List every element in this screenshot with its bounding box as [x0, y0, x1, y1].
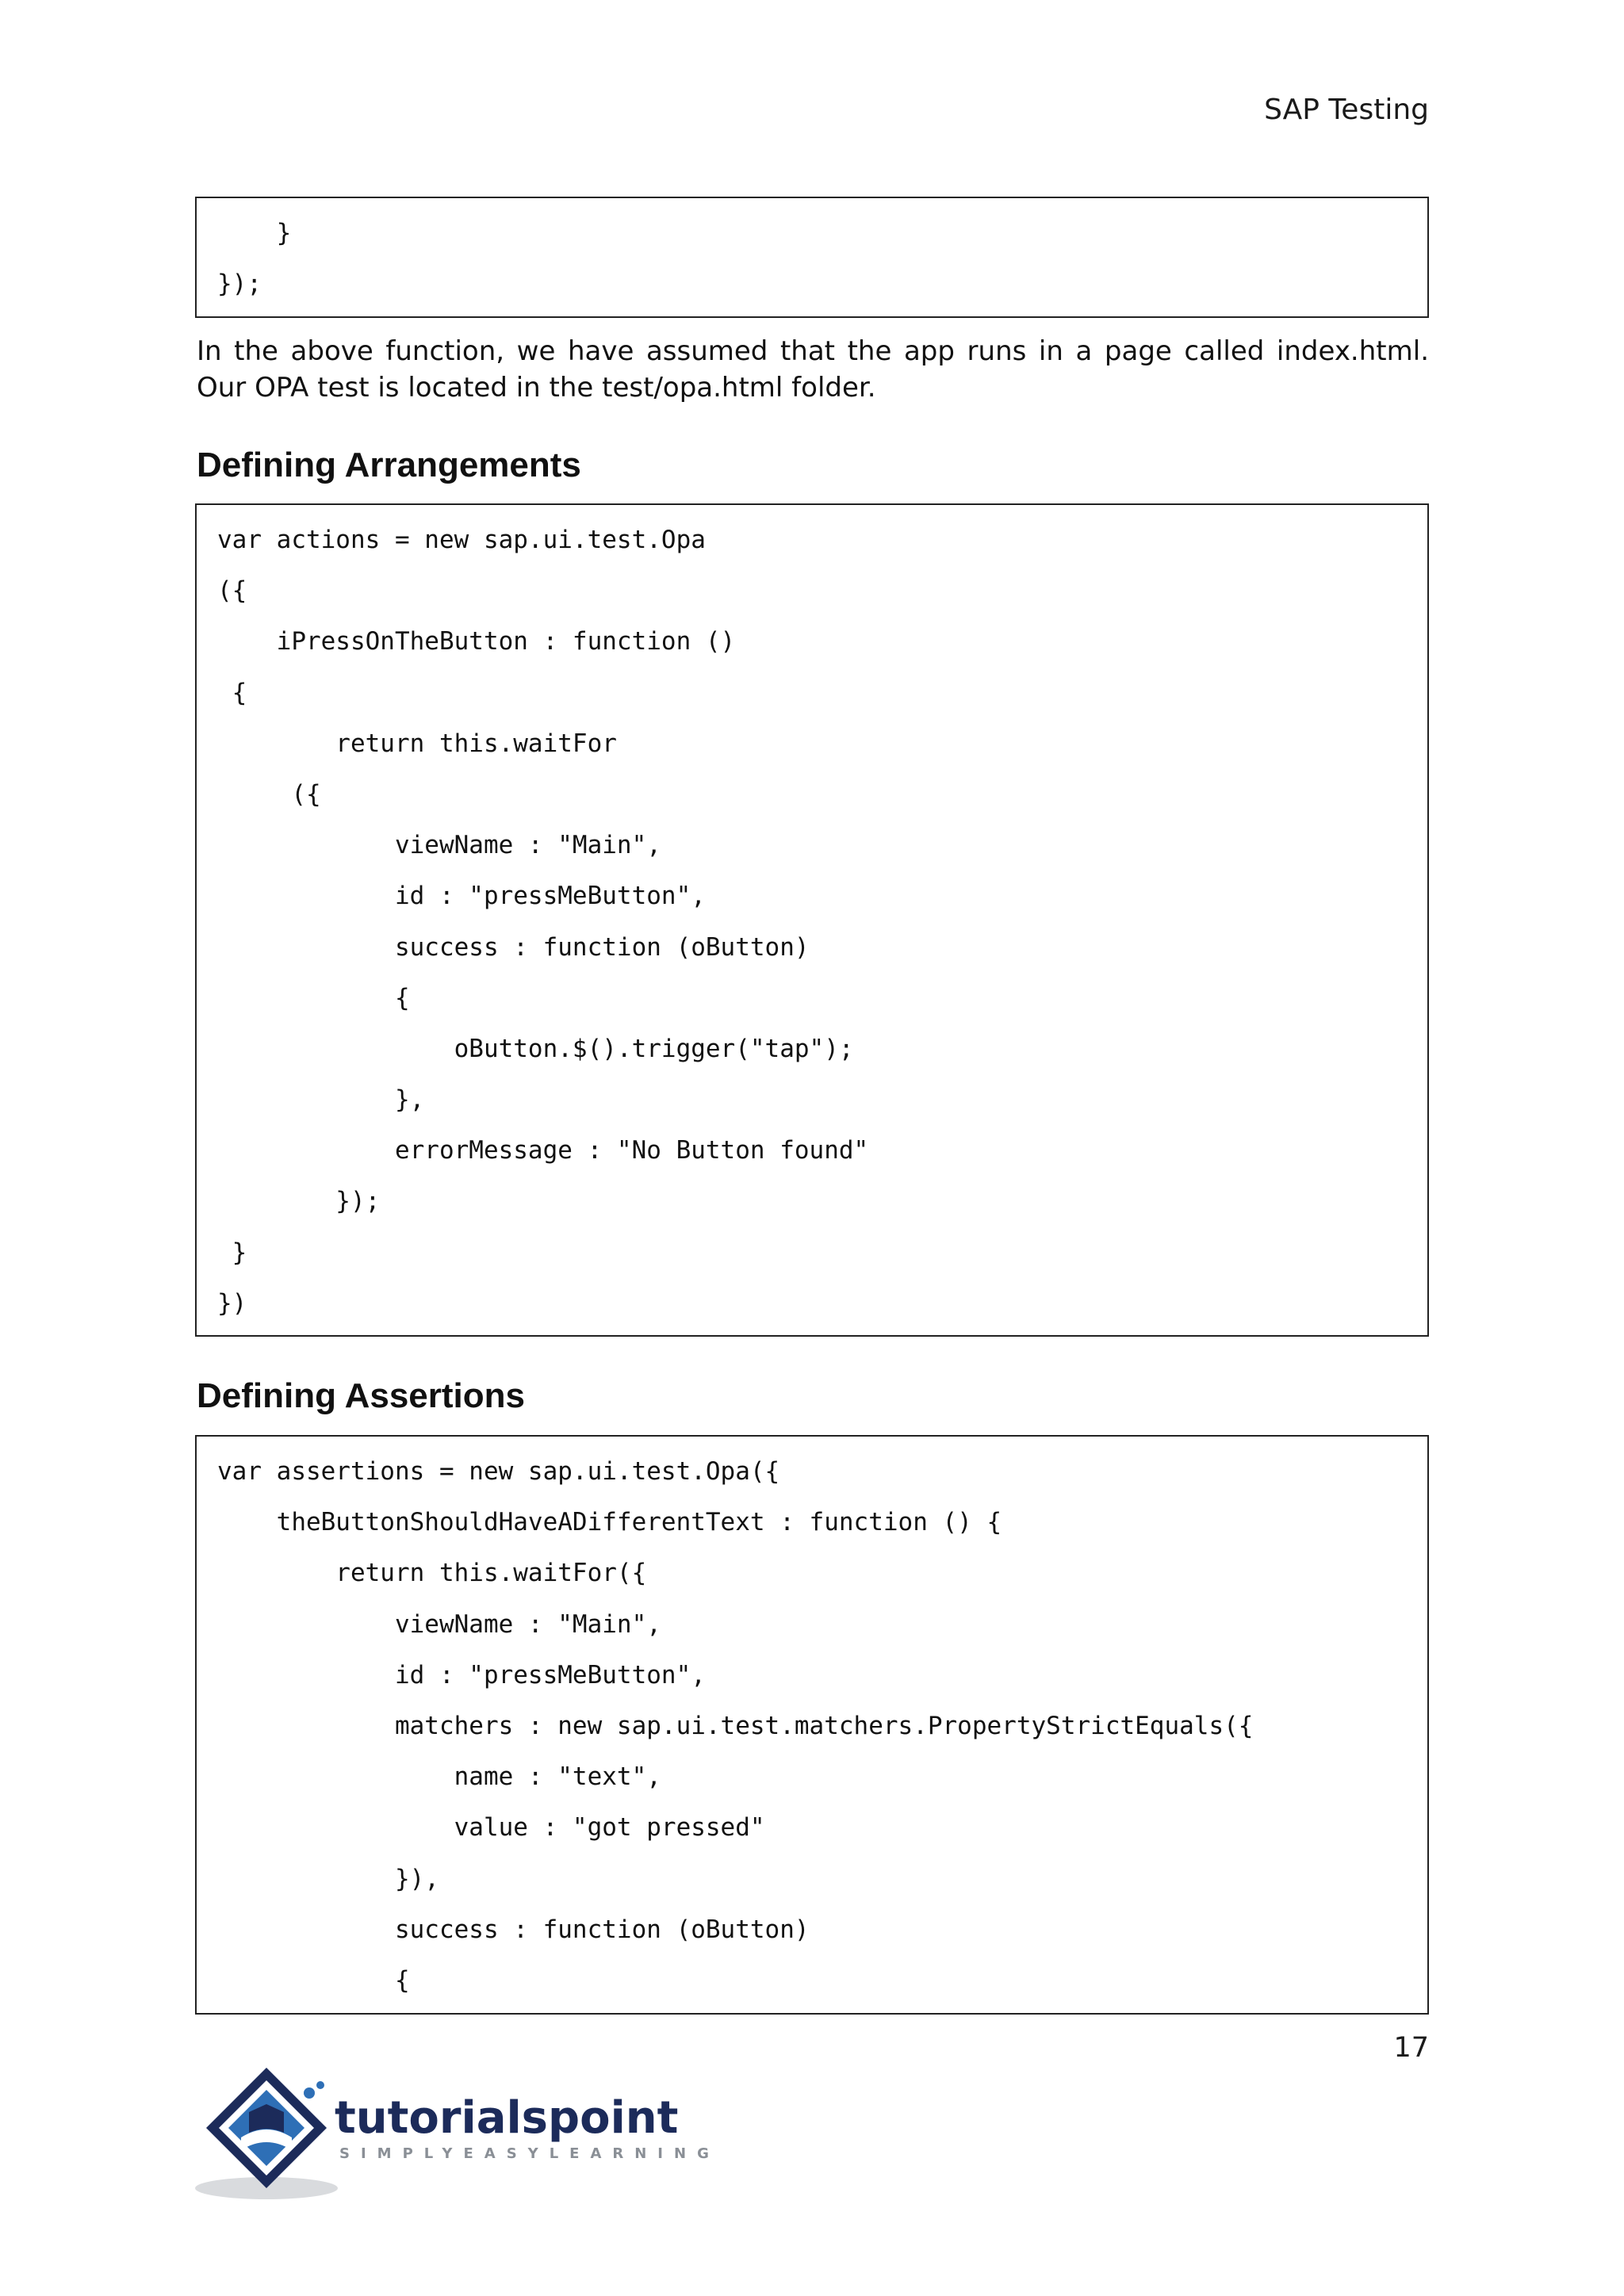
assertions-code-line: theButtonShouldHaveADifferentText : function () { — [217, 1508, 1002, 1537]
arrangements-code-line: id : "pressMeButton", — [217, 882, 706, 911]
arrangements-code-line: { — [217, 983, 410, 1012]
arrangements-code-line: var actions = new sap.ui.test.Opa — [217, 526, 706, 554]
assertions-code-line: viewName : "Main", — [217, 1609, 661, 1639]
assertions-code-line: matchers : new sap.ui.test.matchers.PropertyStrictEquals({ — [217, 1711, 1254, 1740]
arrangements-code-line: { — [217, 678, 247, 707]
tutorialspoint-logo — [193, 2061, 720, 2204]
arrangements-code-line: }); — [217, 1187, 381, 1216]
arrangements-code-line: success : function (oButton) — [217, 932, 810, 962]
code-block-arrangements — [195, 503, 1429, 1337]
arrangements-code-line: }, — [217, 1085, 425, 1115]
assertions-code-line: var assertions = new sap.ui.test.Opa({ — [217, 1457, 780, 1486]
arrangements-code-line: } — [217, 1238, 247, 1267]
assertions-code-line: name : "text", — [217, 1762, 661, 1792]
assertions-code-line: return this.waitFor({ — [217, 1559, 647, 1588]
arrangements-code-line: oButton.$().trigger("tap"); — [217, 1034, 854, 1063]
continuation-code-line: }); — [217, 270, 262, 299]
page-header-title: SAP Testing — [1264, 94, 1429, 126]
logo-brand-text: tutorialspoint — [335, 2092, 679, 2144]
assertions-code-line: }), — [217, 1864, 439, 1893]
assertions-code-line: { — [217, 1965, 410, 1995]
page-number: 17 — [1393, 2032, 1429, 2064]
logo-mark-icon — [193, 2061, 720, 2204]
logo-tagline-text: SIMPLYEASYLEARNING — [339, 2145, 720, 2162]
intro-paragraph: In the above function, we have assumed that the app runs in a page called index.html. Our OPA test is located in the test/opa.html folder. — [197, 335, 1429, 404]
assertions-code-line: value : "got pressed" — [217, 1813, 765, 1843]
code-block-assertions — [195, 1435, 1429, 2015]
arrangements-code-line: viewName : "Main", — [217, 831, 661, 860]
assertions-code-line: success : function (oButton) — [217, 1915, 810, 1944]
arrangements-code-line: }) — [217, 1288, 247, 1318]
arrangements-code-line: iPressOnTheButton : function () — [217, 627, 736, 656]
arrangements-code-line: return this.waitFor — [217, 729, 617, 758]
arrangements-code-line: ({ — [217, 576, 247, 606]
section-heading-assertions: Defining Assertions — [197, 1376, 525, 1415]
section-heading-arrangements: Defining Arrangements — [197, 446, 581, 484]
assertions-code-line: id : "pressMeButton", — [217, 1660, 706, 1689]
arrangements-code-line: ({ — [217, 779, 321, 809]
continuation-code-line: } — [217, 219, 292, 247]
arrangements-code-line: errorMessage : "No Button found" — [217, 1136, 869, 1165]
code-block-continuation — [195, 197, 1429, 318]
